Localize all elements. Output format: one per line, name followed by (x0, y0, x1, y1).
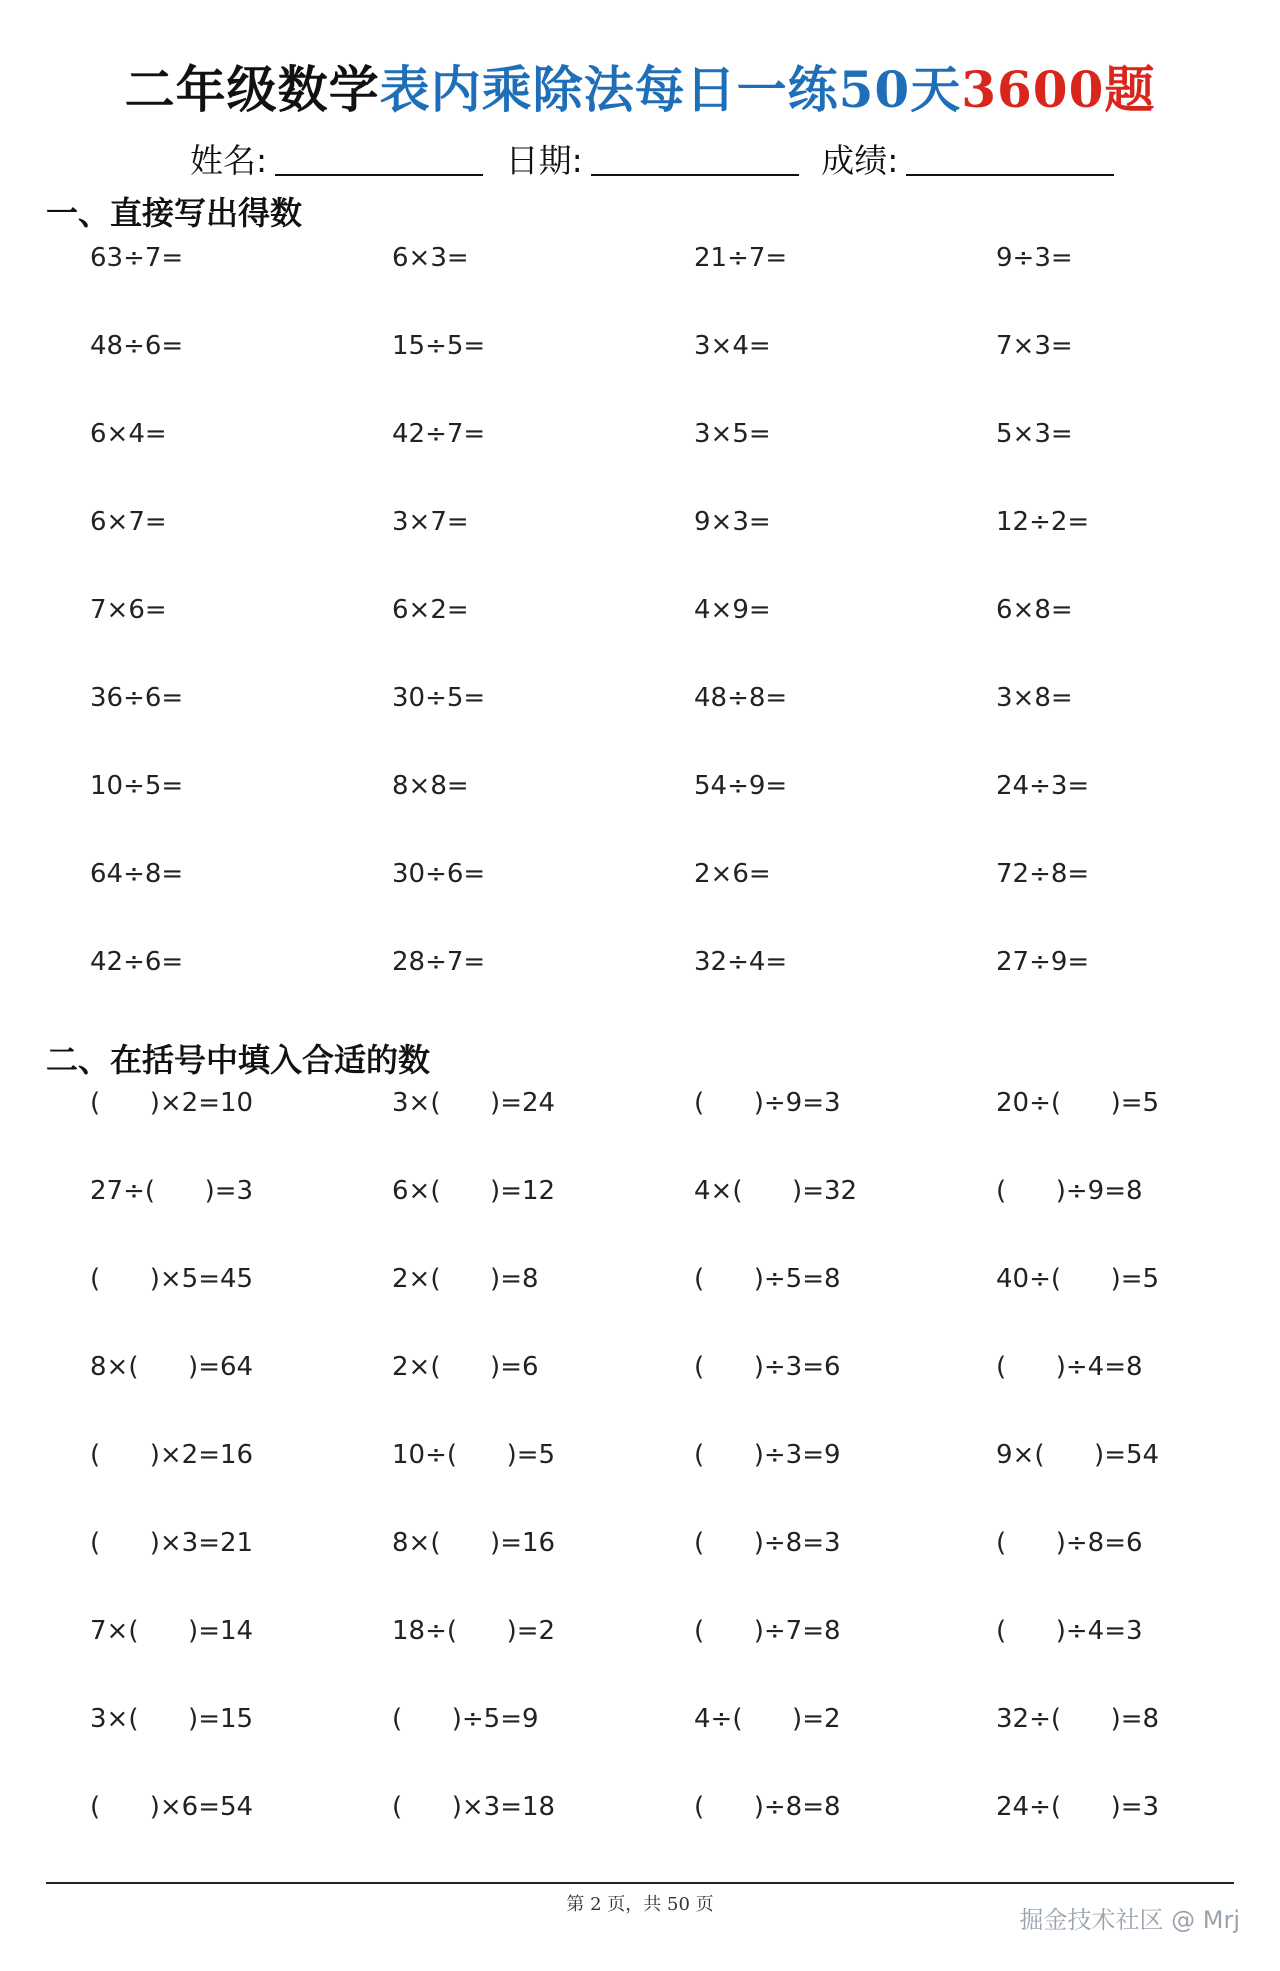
score-blank (906, 144, 1114, 176)
section1-problem: 6×3= (392, 243, 469, 273)
section1-problem: 30÷6= (392, 859, 486, 889)
section1-problem: 10÷5= (90, 771, 184, 801)
section1-problem: 6×4= (90, 419, 167, 449)
section2-problem: ( )÷3=6 (694, 1352, 841, 1382)
section1-problem: 12÷2= (996, 507, 1090, 537)
section1-problem: 63÷7= (90, 243, 184, 273)
section2-problem: 2×( )=6 (392, 1352, 539, 1382)
section1-problem: 4×9= (694, 595, 771, 625)
section2-problem: ( )÷4=8 (996, 1352, 1143, 1382)
section1-problem: 48÷8= (694, 683, 788, 713)
section2-problem: 8×( )=16 (392, 1528, 556, 1558)
section2-problem: 10÷( )=5 (392, 1440, 556, 1470)
watermark: 掘金技术社区 @ Mrj (1019, 1906, 1240, 1934)
name-blank (275, 144, 483, 176)
section2-problem: 27÷( )=3 (90, 1176, 254, 1206)
title-grade: 二年级数学 (124, 60, 380, 119)
section2-problem: ( )÷9=3 (694, 1088, 841, 1118)
section1-problem: 3×7= (392, 507, 469, 537)
date-label: 日期: (505, 141, 583, 180)
section2-problem: ( )÷5=9 (392, 1704, 539, 1734)
footer-divider (46, 1882, 1234, 1884)
section1-problem: 6×2= (392, 595, 469, 625)
section2-problem: ( )÷5=8 (694, 1264, 841, 1294)
section2-problem: ( )÷8=8 (694, 1792, 841, 1822)
section1-problem: 72÷8= (996, 859, 1090, 889)
worksheet-title (0, 50, 1280, 122)
section2-problem: 4÷( )=2 (694, 1704, 841, 1734)
section2-problem: ( )×3=18 (392, 1792, 556, 1822)
section2-problem: 18÷( )=2 (392, 1616, 556, 1646)
section2-problem: 24÷( )=3 (996, 1792, 1160, 1822)
section2-problem: ( )×2=10 (90, 1088, 254, 1118)
section2-problem: ( )×2=16 (90, 1440, 254, 1470)
page-number: 第 2 页，共 50 页 (566, 1894, 714, 1915)
score-label: 成绩: (821, 141, 899, 180)
section1-problem: 9×3= (694, 507, 771, 537)
section1-problem: 42÷7= (392, 419, 486, 449)
section2-problem: ( )×5=45 (90, 1264, 254, 1294)
section1-problem: 36÷6= (90, 683, 184, 713)
section1-problem: 42÷6= (90, 947, 184, 977)
section2-problem: 32÷( )=8 (996, 1704, 1160, 1734)
section2-problem: 7×( )=14 (90, 1616, 254, 1646)
section2-problem: 8×( )=64 (90, 1352, 254, 1382)
section1-problem: 30÷5= (392, 683, 486, 713)
section1-problem: 7×3= (996, 331, 1073, 361)
section2-problem: ( )÷8=6 (996, 1528, 1143, 1558)
section2-problem: ( )×3=21 (90, 1528, 254, 1558)
title-topic: 表内乘除法每日一练 (379, 60, 839, 119)
section1-problem: 3×8= (996, 683, 1073, 713)
section1-problem: 21÷7= (694, 243, 788, 273)
date-blank (591, 144, 799, 176)
section1-problem: 5×3= (996, 419, 1073, 449)
title-count: 3600题 (961, 60, 1156, 119)
section1-problem: 27÷9= (996, 947, 1090, 977)
section2-problem: 2×( )=8 (392, 1264, 539, 1294)
section2-problem: ( )÷3=9 (694, 1440, 841, 1470)
section1-problem: 6×8= (996, 595, 1073, 625)
section2-heading: 二、在括号中填入合适的数 (46, 1041, 431, 1079)
section1-problem: 28÷7= (392, 947, 486, 977)
section2-problem: ( )÷7=8 (694, 1616, 841, 1646)
student-info-row (190, 135, 1110, 182)
section1-heading: 一、直接写出得数 (46, 194, 303, 232)
section2-problem: 3×( )=24 (392, 1088, 556, 1118)
section1-problem: 64÷8= (90, 859, 184, 889)
section1-problem: 32÷4= (694, 947, 788, 977)
name-label: 姓名: (190, 141, 268, 180)
section1-problem: 54÷9= (694, 771, 788, 801)
section1-problem: 3×5= (694, 419, 771, 449)
section1-problem-grid (0, 240, 1280, 1032)
section1-problem: 2×6= (694, 859, 771, 889)
section1-problem: 3×4= (694, 331, 771, 361)
title-days: 50天 (838, 60, 962, 119)
section1-problem: 6×7= (90, 507, 167, 537)
section2-problem: ( )÷4=3 (996, 1616, 1143, 1646)
section1-problem: 7×6= (90, 595, 167, 625)
section1-problem: 15÷5= (392, 331, 486, 361)
section2-problem: 4×( )=32 (694, 1176, 858, 1206)
section1-problem: 24÷3= (996, 771, 1090, 801)
section2-problem: 40÷( )=5 (996, 1264, 1160, 1294)
section2-problem: 6×( )=12 (392, 1176, 556, 1206)
section2-problem: ( )×6=54 (90, 1792, 254, 1822)
section2-problem-grid (0, 1085, 1280, 1877)
section2-problem: 9×( )=54 (996, 1440, 1160, 1470)
section2-problem: 3×( )=15 (90, 1704, 254, 1734)
section1-problem: 9÷3= (996, 243, 1073, 273)
section2-problem: 20÷( )=5 (996, 1088, 1160, 1118)
section1-problem: 48÷6= (90, 331, 184, 361)
section2-problem: ( )÷9=8 (996, 1176, 1143, 1206)
section1-problem: 8×8= (392, 771, 469, 801)
section2-problem: ( )÷8=3 (694, 1528, 841, 1558)
